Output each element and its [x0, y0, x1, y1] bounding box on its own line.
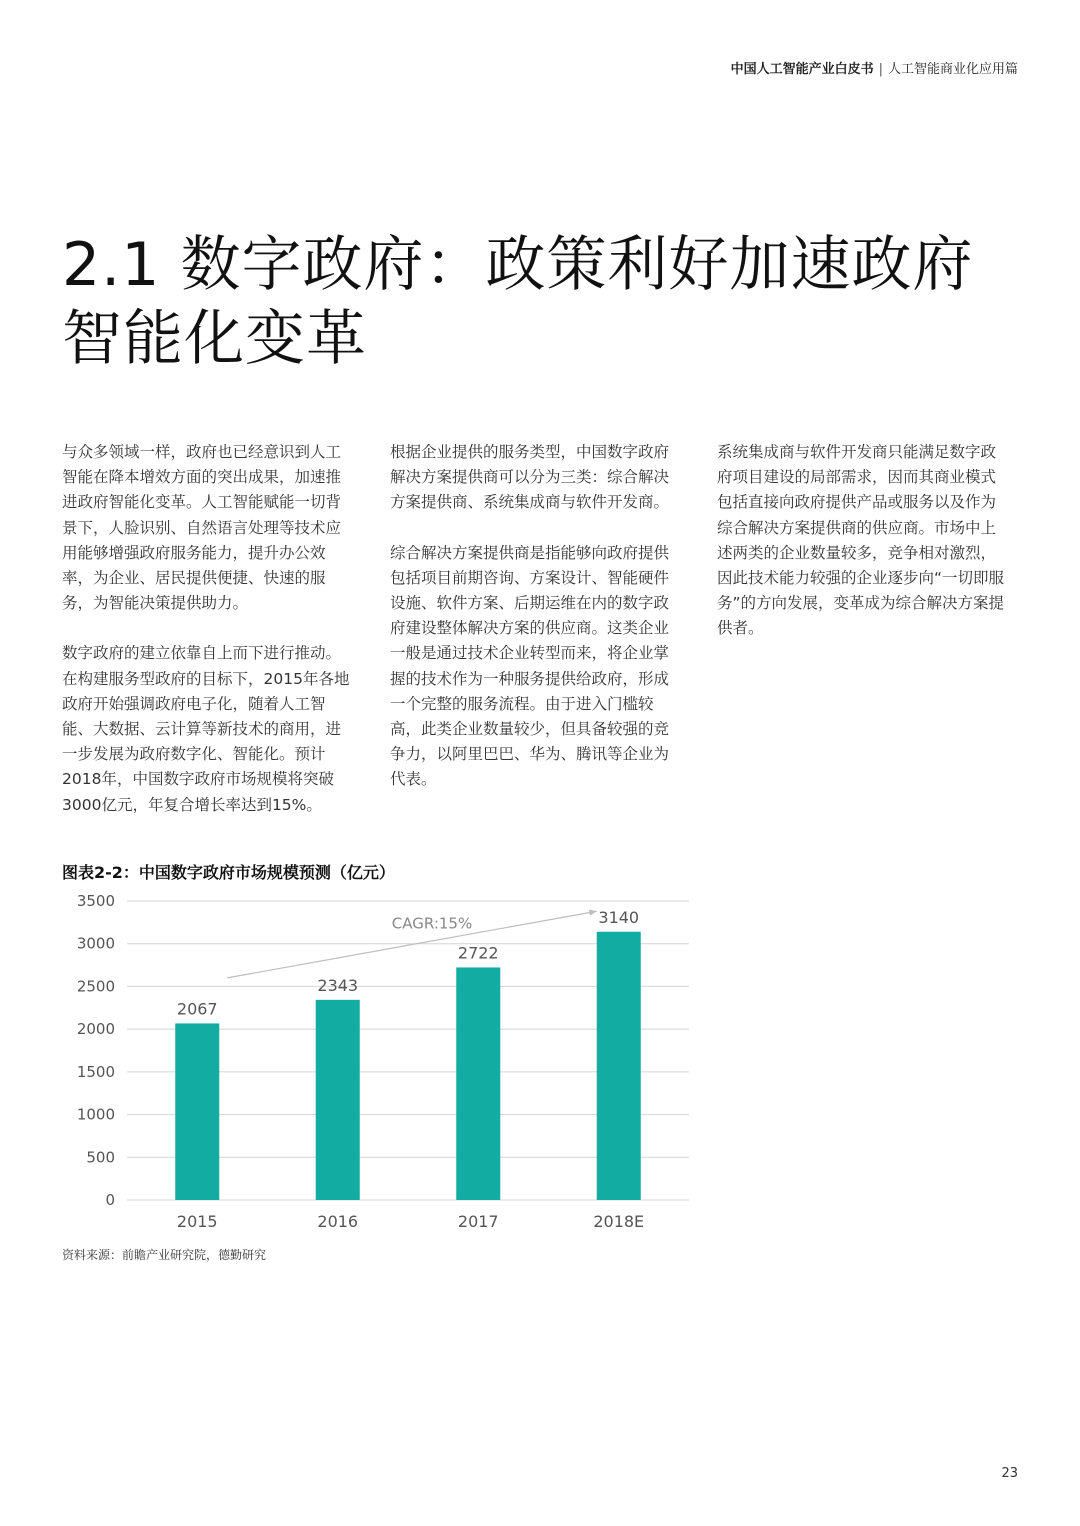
data-label: 2722 — [457, 943, 499, 963]
y-tick-label: 3000 — [76, 934, 115, 953]
paragraph: 综合解决方案提供商是指能够向政府提供包括项目前期咨询、方案设计、智能硬件设施、软件方案、后期运维在内的数字政府建设整体解决方案的供应商。这类企业一般是通过技术企业转型而来，将企业掌握的技术作为一种服务提供给政府，形成一个完整的服务流程。由于进入门槛较高，此类企业数量较少，但具备较强的竞争力，以阿里巴巴、华为、腾讯等企业为代表。 — [390, 543, 670, 789]
text-column-2 — [390, 440, 682, 818]
x-tick-label: 2016 — [317, 1212, 359, 1231]
header-section: 人工智能商业化应用篇 — [887, 62, 1018, 77]
paragraph: 系统集成商与软件开发商只能满足数字政府项目建设的局部需求，因而其商业模式包括直接向政府提供产品或服务以及作为综合解决方案提供商的供应商。市场中上述两类的企业数量较多，竞争相对激烈，因此技术能力较强的企业逐步向“一切即服务”的方向发展，变革成为综合解决方案提供者。 — [717, 443, 1005, 638]
cagr-annotation: CAGR:15% — [391, 914, 473, 933]
figure-title: 图表2-2：中国数字政府市场规模预测（亿元） — [62, 863, 395, 882]
bar — [597, 932, 641, 1200]
bar — [175, 1023, 219, 1200]
x-tick-label: 2017 — [457, 1212, 499, 1231]
x-tick-label: 2018E — [593, 1212, 645, 1231]
y-tick-label: 3500 — [76, 892, 115, 910]
data-label: 2067 — [176, 999, 218, 1019]
cagr-arrow-head — [589, 909, 597, 915]
page-title — [62, 228, 1022, 376]
header-doc-title: 中国人工智能产业白皮书 — [730, 62, 874, 77]
data-label: 3140 — [598, 907, 640, 927]
text-column-3 — [717, 440, 1009, 667]
x-tick-label: 2015 — [176, 1212, 218, 1231]
title-line-1: 2.1 数字政府：政策利好加速政府 — [62, 230, 974, 300]
bar — [316, 1000, 360, 1200]
y-tick-label: 1500 — [76, 1062, 115, 1081]
header-separator: | — [878, 62, 883, 77]
text-column-1 — [62, 440, 354, 843]
data-label: 2343 — [317, 975, 359, 995]
bar — [456, 967, 500, 1200]
title-line-2: 智能化变革 — [62, 304, 367, 374]
y-tick-label: 0 — [105, 1191, 115, 1209]
page-number: 23 — [1001, 1466, 1018, 1481]
y-tick-label: 2500 — [76, 977, 115, 996]
y-tick-label: 1000 — [76, 1105, 115, 1124]
paragraph: 与众多领域一样，政府也已经意识到人工智能在降本增效方面的突出成果，加速推进政府智能化变革。人工智能赋能一切背景下，人脸识别、自然语言处理等技术应用能够增强政府服务能力，提升办公效率，为企业、居民提供便捷、快速的服务，为智能决策提供助力。 — [62, 443, 342, 613]
figure-source: 资料来源：前瞻产业研究院，德勤研究 — [62, 1248, 267, 1262]
running-header — [731, 58, 1018, 77]
y-tick-label: 2000 — [76, 1020, 115, 1039]
paragraph: 根据企业提供的服务类型，中国数字政府解决方案提供商可以分为三类：综合解决方案提供商、系统集成商与软件开发商。 — [390, 443, 670, 512]
y-tick-label: 500 — [86, 1148, 115, 1167]
paragraph: 数字政府的建立依靠自上而下进行推动。在构建服务型政府的目标下，2015年各地政府开始强调政府电子化，随着人工智能、大数据、云计算等新技术的商用，进一步发展为政府数字化、智能化。预计2018年，中国数字政府市场规模将突破3000亿元，年复合增长率达到15%。 — [62, 644, 350, 814]
bar-chart — [62, 890, 702, 1240]
